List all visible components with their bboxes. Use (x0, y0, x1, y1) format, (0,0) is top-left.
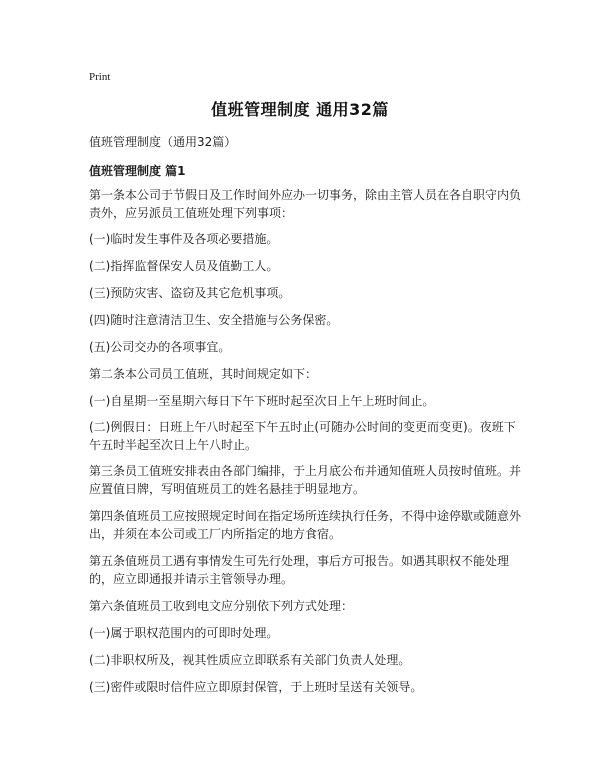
paragraph-item-2-1: (一)自星期一至星期六每日下午下班时起至次日上午上班时间止。 (89, 394, 435, 408)
document-title: 值班管理制度 通用32篇 (211, 100, 389, 119)
paragraph-item-6-1: (一)属于职权范围内的可即时处理。 (89, 626, 279, 640)
print-label[interactable]: Print (89, 71, 111, 83)
paragraph-item-1-1: (一)临时发生事件及各项必要措施。 (89, 232, 279, 246)
paragraph-article-2: 第二条本公司员工值班，其时间规定如下： (89, 367, 318, 381)
paragraph-article-3: 第三条员工值班安排表由各部门编排，于上月底公布并通知值班人员按时值班。并应置值日牌，写明值班员工的姓名悬挂于明显地方。 (89, 464, 522, 496)
paragraph-item-1-4: (四)随时注意清洁卫生、安全措施与公务保密。 (89, 313, 339, 327)
paragraph-item-6-2: (二)非职权所及，视其性质应立即联系有关部门负责人处理。 (89, 653, 411, 667)
paragraph-item-2-2: (二)例假日：日班上午八时起至下午五时止(可随办公时间的变更而变更)。夜班下午五时半起至次日上午八时止。 (89, 420, 516, 452)
paragraph-item-6-3: (三)密件或限时信件应立即原封保管，于上班时呈送有关领导。 (89, 680, 423, 694)
paragraph-article-5: 第五条值班员工遇有事情发生可先行处理，事后方可报告。如遇其职权不能处理的，应立即通报并请示主管领导办理。 (89, 554, 510, 586)
paragraph-article-1: 第一条本公司于节假日及工作时间外应办一切事务，除由主管人员在各自职守内负责外，应另派员工值班处理下列事项： (89, 188, 522, 220)
paragraph-article-4: 第四条值班员工应按照规定时间在指定场所连续执行任务，不得中途停歇或随意外出，并须在本公司或工厂内所指定的地方食宿。 (89, 509, 522, 541)
paragraph-item-1-2: (二)指挥监督保安人员及值勤工人。 (89, 259, 279, 273)
paragraph-item-1-5: (五)公司交办的各项事宜。 (89, 340, 231, 354)
paragraph-article-6: 第六条值班员工收到电文应分别依下列方式处理： (89, 599, 354, 613)
section-heading: 值班管理制度 篇1 (89, 164, 186, 178)
document-subtitle: 值班管理制度（通用32篇） (89, 135, 237, 149)
paragraph-item-1-3: (三)预防灾害、盗窃及其它危机事项。 (89, 286, 291, 300)
